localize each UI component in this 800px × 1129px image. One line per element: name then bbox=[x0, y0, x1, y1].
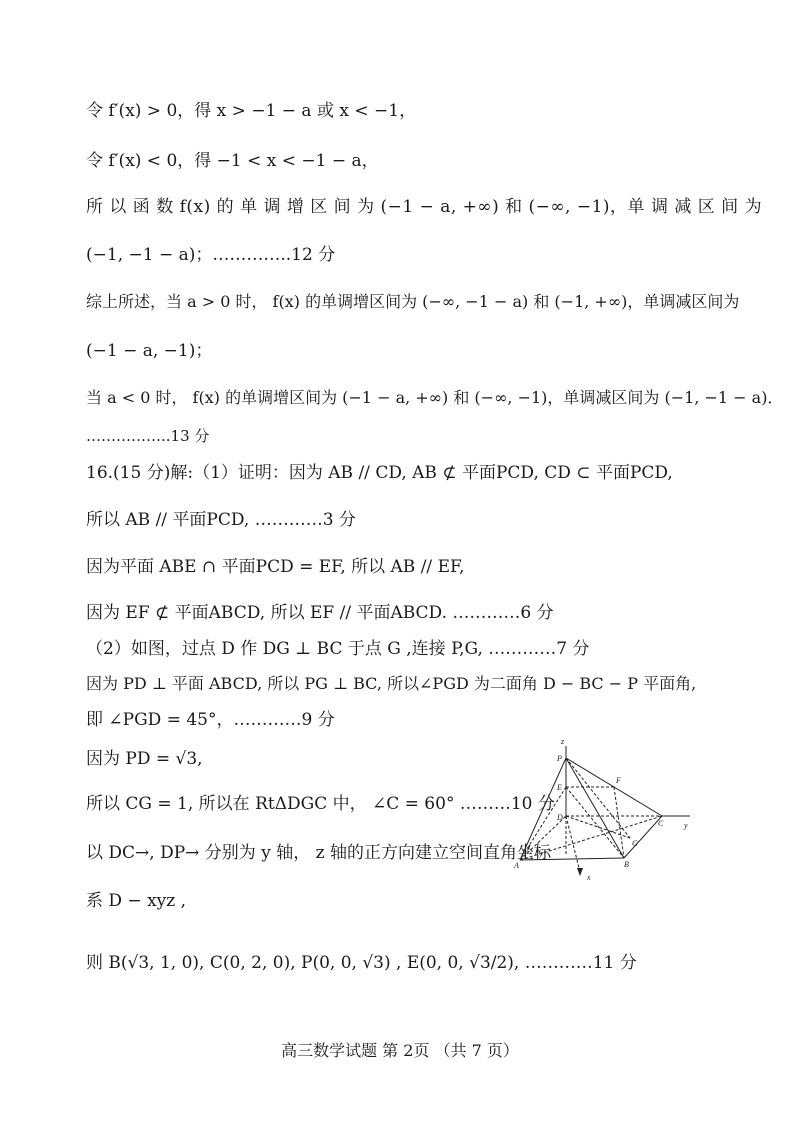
label-B: B bbox=[624, 860, 629, 869]
line-17: 所以 CG = 1, 所以在 RtΔDGC 中， ∠C = 60° ………10 分 bbox=[86, 794, 555, 814]
line-10: 所以 AB // 平面PCD, …………3 分 bbox=[86, 510, 356, 530]
line-11: 因为平面 ABE ∩ 平面PCD = EF, 所以 AB // EF, bbox=[86, 557, 465, 577]
edge-PA bbox=[520, 758, 566, 860]
line-18: 以 DC→, DP→ 分别为 y 轴， z 轴的正方向建立空间直角坐标 bbox=[86, 843, 551, 863]
page-footer: 高三数学试题 第 2页 （共 7 页） bbox=[281, 1041, 519, 1060]
line-1: 令 f′(x) > 0，得 x > −1 − a 或 x < −1， bbox=[86, 101, 417, 121]
label-E: E bbox=[557, 783, 562, 792]
label-D: D bbox=[557, 813, 563, 822]
label-F: F bbox=[616, 776, 621, 785]
line-20: 则 B(√3, 1, 0), C(0, 2, 0), P(0, 0, √3) , E(0, 0, √3/2), …………11 分 bbox=[86, 953, 637, 973]
line-15: 即 ∠PGD = 45°，…………9 分 bbox=[86, 710, 335, 730]
label-P: P bbox=[557, 754, 562, 763]
label-A: A bbox=[514, 861, 519, 870]
line-5: 综上所述，当 a > 0 时， f(x) 的单调增区间为 (−∞, −1 − a) 和 (−1, +∞)，单调减区间为 bbox=[86, 292, 740, 311]
segment-EA bbox=[520, 787, 566, 860]
label-G: G bbox=[632, 839, 638, 848]
line-3: 所 以 函 数 f(x) 的 单 调 增 区 间 为 (−1 − a, +∞) 和 (−∞, −1)，单 调 减 区 间 为 bbox=[86, 197, 763, 217]
label-z: z bbox=[561, 737, 565, 746]
edge-AB bbox=[520, 858, 624, 860]
line-6: (−1 − a, −1)； bbox=[86, 341, 213, 361]
label-C: C bbox=[658, 819, 664, 828]
label-y: y bbox=[684, 821, 688, 830]
x-axis-arrow-icon bbox=[577, 868, 583, 876]
line-14: 因为 PD ⊥ 平面 ABCD, 所以 PG ⊥ BC, 所以∠PGD 为二面角 D − BC − P 平面角, bbox=[86, 674, 697, 693]
line-16: 因为 PD = √3, bbox=[86, 749, 203, 769]
line-8: ……………..13 分 bbox=[86, 427, 210, 445]
line-12: 因为 EF ⊄ 平面ABCD, 所以 EF // 平面ABCD. …………6 分 bbox=[86, 603, 554, 623]
pyramid-coordinate-figure bbox=[512, 734, 698, 884]
segment-FB bbox=[614, 787, 624, 858]
line-2: 令 f′(x) < 0，得 −1 < x < −1 − a， bbox=[86, 151, 379, 171]
label-x: x bbox=[587, 873, 591, 882]
line-4: (−1, −1 − a)；…………..12 分 bbox=[86, 245, 336, 265]
line-7: 当 a < 0 时， f(x) 的单调增区间为 (−1 − a, +∞) 和 (−∞, −1)，单调减区间为 (−1, −1 − a)． bbox=[86, 388, 784, 407]
line-19: 系 D − xyz , bbox=[86, 891, 187, 911]
line-9: 16.(15 分)解:（1）证明：因为 AB // CD, AB ⊄ 平面PCD, CD ⊂ 平面PCD, bbox=[86, 463, 673, 483]
segment-DG bbox=[566, 816, 630, 838]
line-13: （2）如图，过点 D 作 DG ⊥ BC 于点 G ,连接 P,G, …………7 分 bbox=[86, 639, 590, 659]
diagonal-AC bbox=[520, 816, 662, 860]
